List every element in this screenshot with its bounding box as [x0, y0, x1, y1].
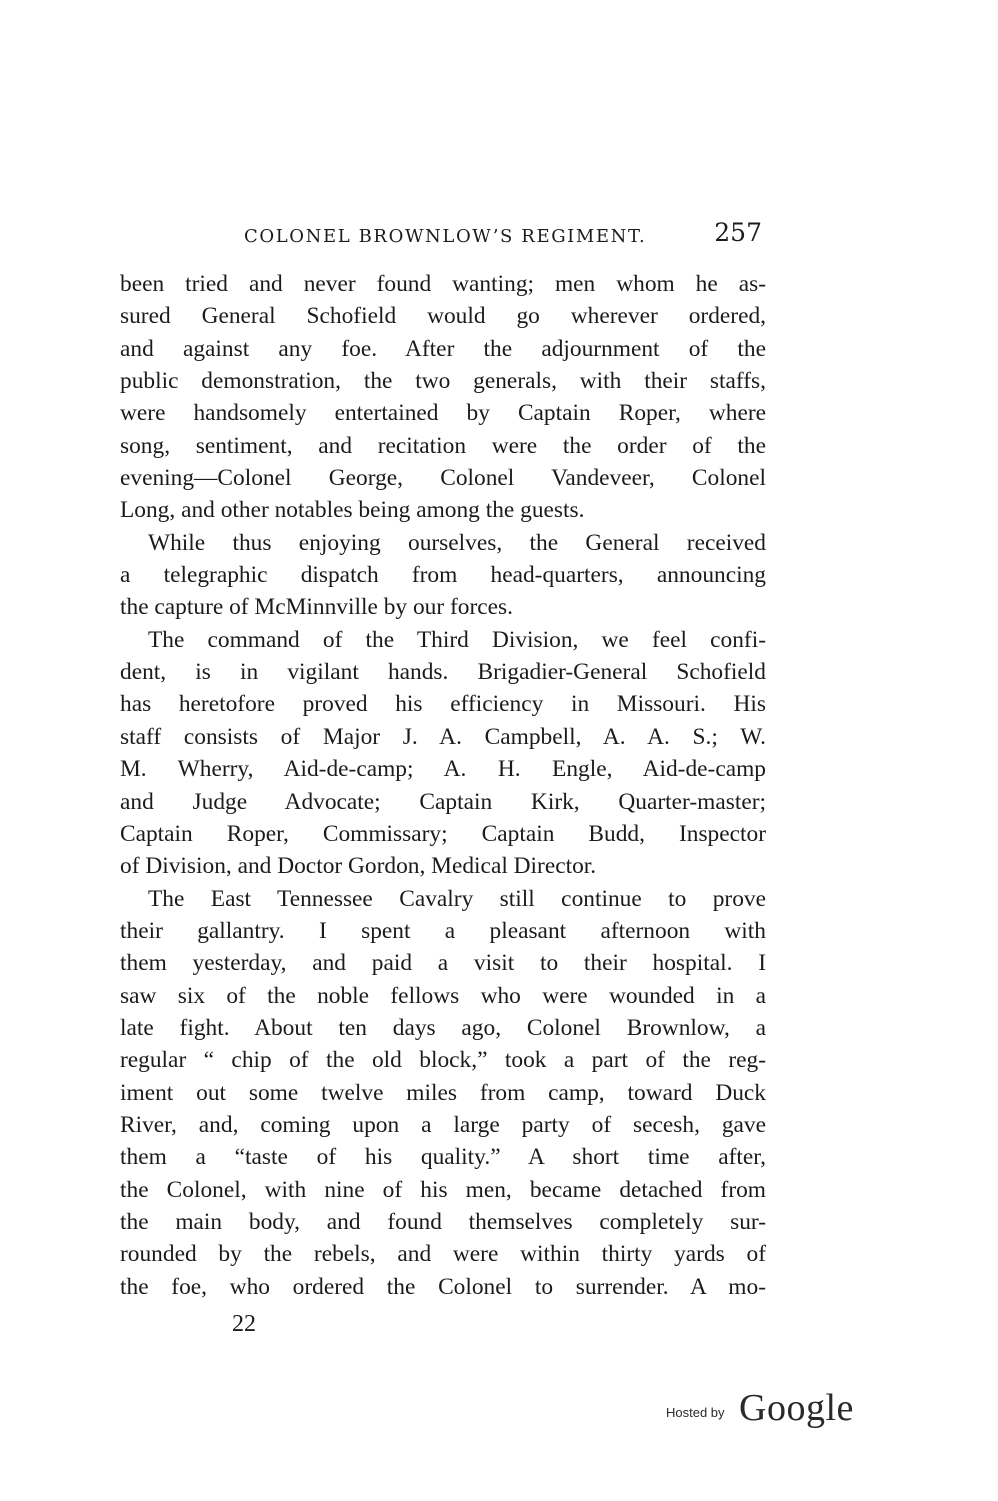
text-line: a telegraphic dispatch from head-quarters, announcing	[120, 562, 766, 589]
text-line: the capture of McMinnville by our forces.	[120, 594, 513, 621]
text-line: of Division, and Doctor Gordon, Medical Director.	[120, 853, 597, 880]
body-text	[120, 268, 766, 1303]
text-line: been tried and never found wanting; men whom he as-	[120, 271, 766, 297]
text-line: Long, and other notables being among the guests.	[120, 497, 585, 524]
text-line: song, sentiment, and recitation were the order of the	[120, 432, 766, 459]
text-line: their gallantry. I spent a pleasant afternoon with	[120, 917, 766, 944]
running-head	[120, 218, 766, 258]
text-line: staff consists of Major J. A. Campbell, A. A. S.; W.	[120, 723, 766, 750]
text-line: and Judge Advocate; Captain Kirk, Quarter-master;	[120, 788, 766, 815]
text-line: were handsomely entertained by Captain Roper, where	[120, 400, 766, 427]
text-line: Captain Roper, Commissary; Captain Budd, Inspector	[120, 820, 766, 847]
text-line: M. Wherry, Aid-de-camp; A. H. Engle, Aid-de-camp	[120, 756, 766, 783]
text-line: dent, is in vigilant hands. Brigadier-General Schofield	[120, 659, 766, 686]
text-line: regular “ chip of the old block,” took a part of the reg-	[120, 1047, 766, 1074]
text-line: iment out some twelve miles from camp, toward Duck	[120, 1079, 766, 1106]
hosted-by-google-badge	[666, 1386, 866, 1430]
text-line: sured General Schofield would go wherever ordered,	[120, 303, 766, 330]
text-line: evening—Colonel George, Colonel Vandeveer, Colonel	[120, 465, 766, 492]
text-line: The command of the Third Division, we feel confi-	[148, 626, 766, 653]
running-title: COLONEL BROWNLOW’S REGIMENT.	[244, 226, 647, 247]
text-line: them a “taste of his quality.” A short time after,	[120, 1144, 766, 1171]
hosted-by-label: Hosted by	[666, 1405, 725, 1420]
text-line: the Colonel, with nine of his men, became detached from	[120, 1176, 766, 1203]
text-line: has heretofore proved his efficiency in Missouri. His	[120, 691, 766, 718]
text-line: and against any foe. After the adjournment of the	[120, 335, 766, 362]
text-line: rounded by the rebels, and were within thirty yards of	[120, 1241, 766, 1268]
text-line: late fight. About ten days ago, Colonel Brownlow, a	[120, 1014, 766, 1041]
text-line: saw six of the noble fellows who were wounded in a	[120, 982, 766, 1009]
text-line: them yesterday, and paid a visit to their hospital. I	[120, 950, 766, 977]
text-line: The East Tennessee Cavalry still continue to prove	[148, 885, 766, 912]
page-number: 257	[714, 218, 762, 247]
text-line: the main body, and found themselves completely sur-	[120, 1208, 766, 1235]
text-line: River, and, coming upon a large party of secesh, gave	[120, 1111, 766, 1138]
google-logo: Google	[739, 1387, 854, 1429]
text-line: public demonstration, the two generals, with their staffs,	[120, 368, 766, 395]
text-line: the foe, who ordered the Colonel to surrender. A mo-	[120, 1273, 766, 1300]
text-line: While thus enjoying ourselves, the General received	[148, 529, 766, 556]
signature-mark: 22	[232, 1311, 256, 1337]
